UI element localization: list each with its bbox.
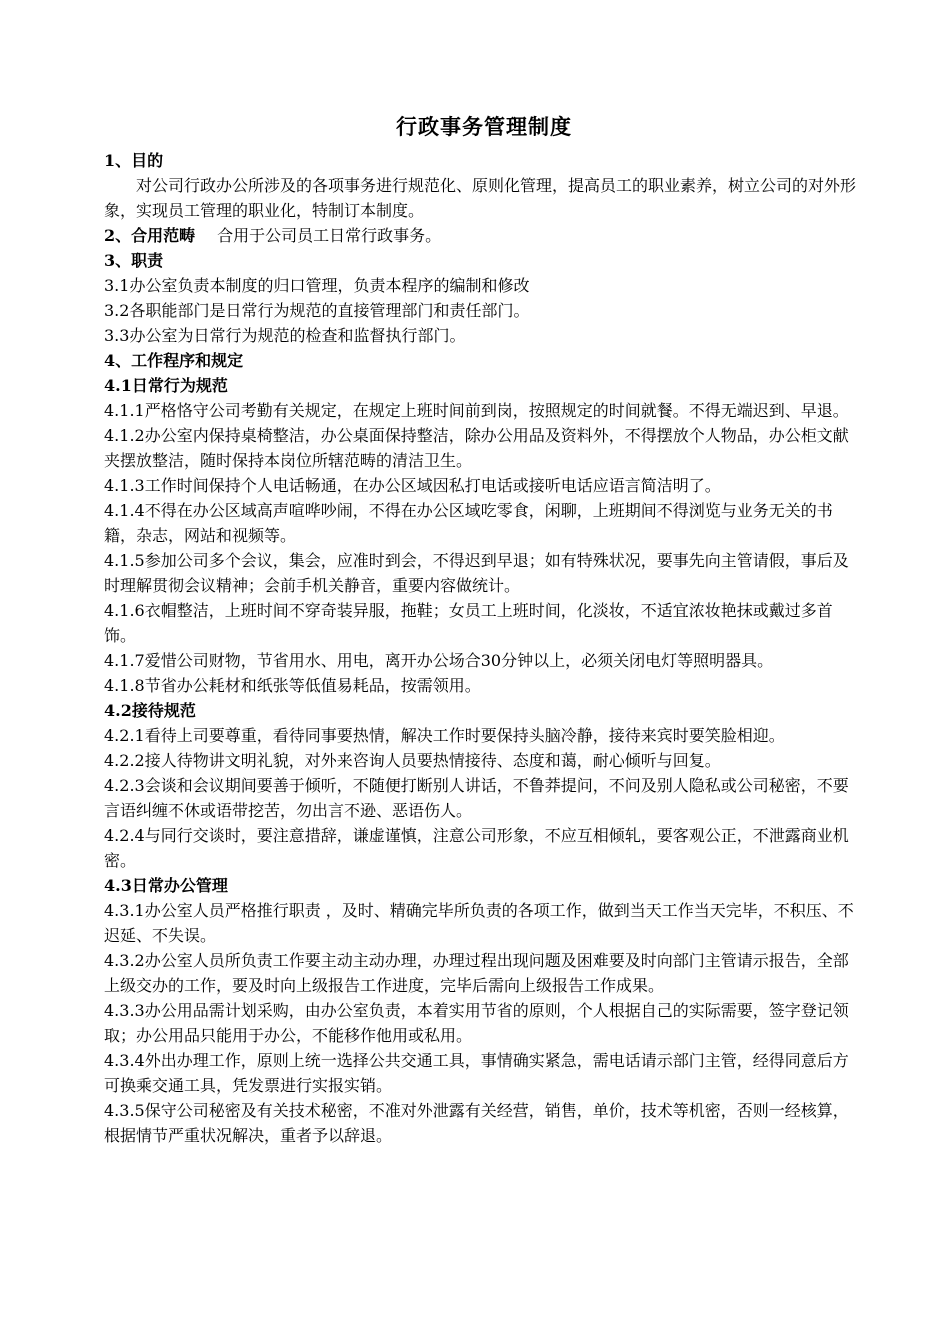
section-4-1-item: 4.1.5参加公司多个会议，集会，应准时到会，不得迟到早退；如有特殊状况，要事先向主管请假，事后及时理解贯彻会议精神；会前手机关静音，重要内容做统计。	[104, 551, 849, 595]
section-4-1-item: 4.1.4不得在办公区域高声喧哗吵闹，不得在办公区域吃零食，闲聊，上班期间不得浏览与业务无关的书籍，杂志，网站和视频等。	[104, 501, 833, 545]
section-3-item: 3.2各职能部门是日常行为规范的直接管理部门和责任部门。	[104, 301, 530, 320]
section-1-text: 对公司行政办公所涉及的各项事务进行规范化、原则化管理，提高员工的职业素养，树立公司的对外形象，实现员工管理的职业化，特制订本制度。	[104, 176, 857, 220]
section-3-heading: 3、职责	[104, 251, 164, 270]
section-4-3-item: 4.3.2办公室人员所负责工作要主动主动办理，办理过程出现问题及困难要及时向部门主管请示报告，全部上级交办的工作，要及时向上级报告工作进度，完毕后需向上级报告工作成果。	[104, 951, 849, 995]
section-4-3-item: 4.3.3办公用品需计划采购，由办公室负责，本着实用节省的原则，个人根据自己的实际需要，签字登记领取；办公用品只能用于办公，不能移作他用或私用。	[104, 1001, 849, 1045]
section-4-1-heading: 4.1日常行为规范	[104, 376, 228, 395]
section-4-2-item: 4.2.1看待上司要尊重，看待同事要热情，解决工作时要保持头脑冷静，接待来宾时要笑脸相迎。	[104, 726, 785, 745]
section-4-1-item: 4.1.1严格恪守公司考勤有关规定，在规定上班时间前到岗，按照规定的时间就餐。不得无端迟到、早退。	[104, 401, 849, 420]
section-2-text: 合用于公司员工日常行政事务。	[217, 226, 442, 245]
section-4-3-item: 4.3.5保守公司秘密及有关技术秘密，不准对外泄露有关经营，销售，单价，技术等机密，否则一经核算，根据情节严重状况解决，重者予以辞退。	[104, 1101, 849, 1145]
section-4-1-item: 4.1.8节省办公耗材和纸张等低值易耗品，按需领用。	[104, 676, 481, 695]
section-4-2-heading: 4.2接待规范	[104, 701, 196, 720]
section-4-heading: 4、工作程序和规定	[104, 351, 244, 370]
section-2-label: 2、合用范畴	[104, 226, 196, 245]
section-4-1-item: 4.1.2办公室内保持桌椅整洁，办公桌面保持整洁，除办公用品及资料外，不得摆放个人物品，办公柜文献夹摆放整洁，随时保持本岗位所辖范畴的清洁卫生。	[104, 426, 849, 470]
section-4-3-item: 4.3.1办公室人员严格推行职责 ，及时、精确完毕所负责的各项工作，做到当天工作当天完毕，不积压、不迟延、不失误。	[104, 901, 854, 945]
section-3-item: 3.1办公室负责本制度的归口管理，负责本程序的编制和修改	[104, 276, 530, 295]
section-4-3-item: 4.3.4外出办理工作，原则上统一选择公共交通工具，事情确实紧急，需电话请示部门主管，经得同意后方可换乘交通工具，凭发票进行实报实销。	[104, 1051, 849, 1095]
section-4-2-item: 4.2.3会谈和会议期间要善于倾听，不随便打断别人讲话，不鲁莽提问，不问及别人隐私或公司秘密，不要言语纠缠不休或语带挖苦，勿出言不逊、恶语伤人。	[104, 776, 849, 820]
section-4-3-heading: 4.3日常办公管理	[104, 876, 228, 895]
section-3-item: 3.3办公室为日常行为规范的检查和监督执行部门。	[104, 326, 466, 345]
section-4-1-item: 4.1.3工作时间保持个人电话畅通，在办公区域因私打电话或接听电话应语言简洁明了。	[104, 476, 721, 495]
document-title: 行政事务管理制度	[396, 114, 572, 139]
section-4-1-item: 4.1.7爱惜公司财物，节省用水、用电，离开办公场合30分钟以上，必须关闭电灯等照明器具。	[104, 651, 774, 670]
section-2-line	[104, 223, 864, 248]
section-4-2-item: 4.2.4与同行交谈时，要注意措辞，谦虚谨慎，注意公司形象，不应互相倾轧，要客观公正，不泄露商业机密。	[104, 826, 849, 870]
section-4-2-item: 4.2.2接人待物讲文明礼貌，对外来咨询人员要热情接待、态度和蔼，耐心倾听与回复。	[104, 751, 721, 770]
document-page	[104, 112, 864, 1148]
section-1-heading: 1、目的	[104, 151, 164, 170]
section-4-1-item: 4.1.6衣帽整洁，上班时间不穿奇装异服，拖鞋；女员工上班时间，化淡妆，不适宜浓妆艳抹或戴过多首饰。	[104, 601, 833, 645]
